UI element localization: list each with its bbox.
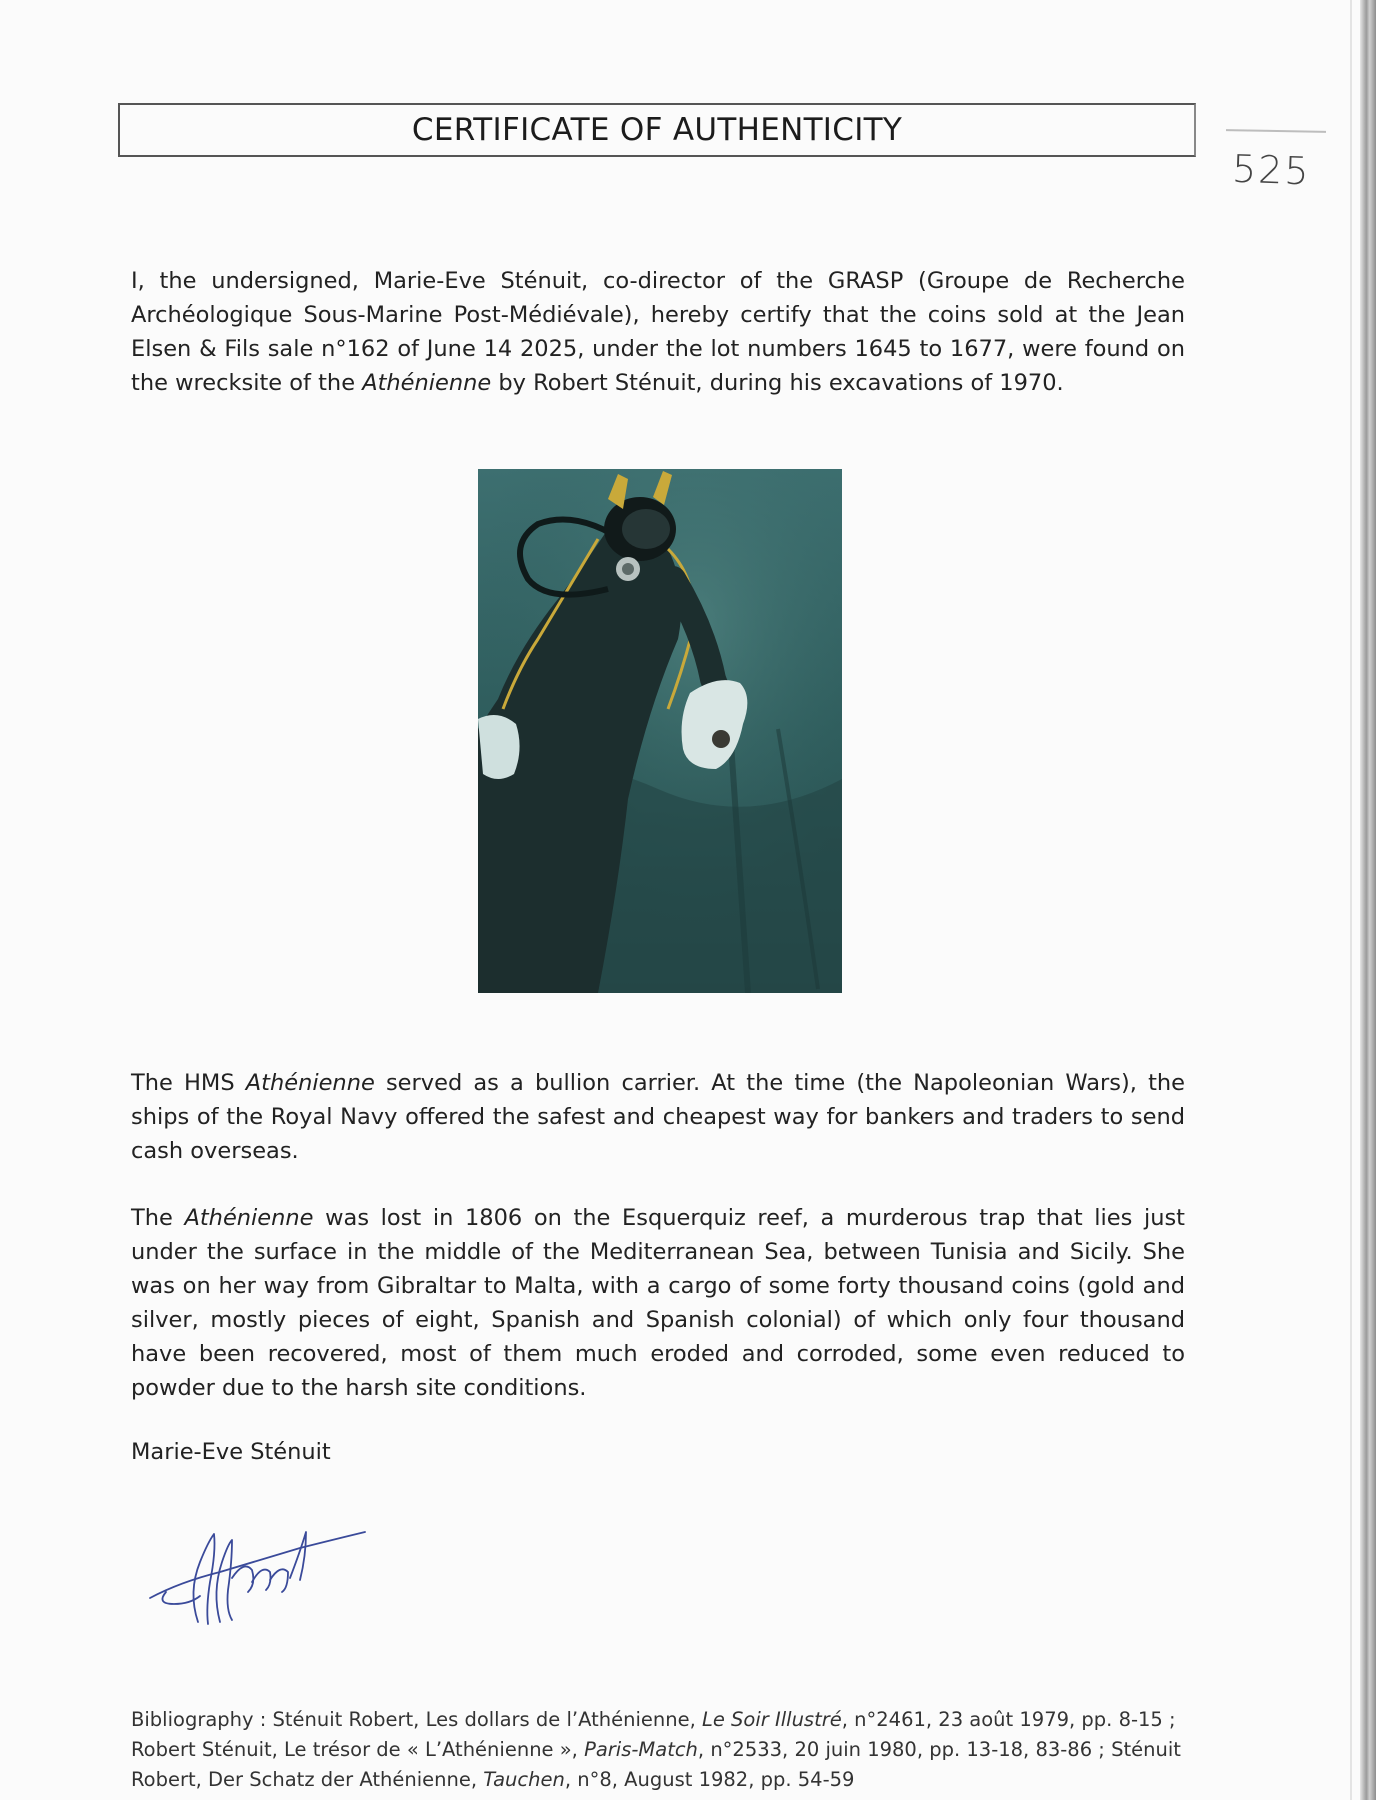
signer-name: Marie-Eve Sténuit [131, 1439, 331, 1465]
bibliography-text: Bibliography : Sténuit Robert, Les dollars de l’Athénienne, [131, 1708, 702, 1731]
bibliography-text: , n°2461, 23 août 1979, pp. 8-15 ; Robert Sténuit, Le trésor de « L’Athénienne », [131, 1708, 1176, 1761]
intro-text: I, the undersigned, Marie-Eve Sténuit, co-director of the GRASP (Groupe de Recherche Archéologique Sous-Marine Post-Médiévale), hereby certify that the coins sold at the Jean Elsen & Fils sale n°162 of June 14 2025, under the lot numbers 1645 to 1677, were found on the wrecksite of the [131, 268, 1185, 396]
handwritten-number: 525 [1231, 146, 1312, 194]
publication-title: Tauchen [483, 1768, 565, 1791]
shipwreck-paragraph [131, 1201, 1185, 1405]
document-title: CERTIFICATE OF AUTHENTICITY [411, 112, 903, 148]
publication-title: Le Soir Illustré [701, 1708, 842, 1731]
intro-text-end: by Robert Sténuit, during his excavations of 1970. [491, 370, 1064, 396]
title-box [118, 103, 1196, 157]
bibliography [131, 1705, 1191, 1795]
bullion-text-end: served as a bullion carrier. At the time (the Napoleonian Wars), the ships of the Royal Navy offered the safest and cheapest way for bankers and traders to send cash overseas. [131, 1070, 1185, 1164]
handwritten-signature [140, 1512, 380, 1632]
ship-name: Athénienne [184, 1205, 314, 1231]
shipwreck-text: The [131, 1205, 185, 1231]
bibliography-text: , n°2533, 20 juin 1980, pp. 13-18, 83-86 ; Sténuit Robert, Der Schatz der Athénienne, [131, 1738, 1181, 1791]
bullion-paragraph [131, 1066, 1185, 1168]
ship-name: Athénienne [245, 1070, 375, 1096]
shipwreck-text-end: was lost in 1806 on the Esquerquiz reef, a murderous trap that lies just under the surface in the middle of the Mediterranean Sea, between Tunisia and Sicily. She was on her way from Gibraltar to Malta, with a cargo of some forty thousand coins (gold and silver, mostly pieces of eight, Spanish and Spanish colonial) of which only four thousand have been recovered, most of them much eroded and corroded, some even reduced to powder due to the harsh site conditions. [131, 1205, 1185, 1401]
page-edge-line [1350, 0, 1352, 1800]
bibliography-text: , n°8, August 1982, pp. 54-59 [564, 1768, 855, 1791]
intro-paragraph [131, 264, 1185, 400]
bullion-text: The HMS [131, 1070, 246, 1096]
diver-photo [478, 469, 842, 993]
handwritten-dash [1226, 129, 1326, 133]
ship-name: Athénienne [362, 370, 492, 396]
publication-title: Paris-Match [584, 1738, 698, 1761]
page-edge-shadow [1360, 0, 1376, 1800]
